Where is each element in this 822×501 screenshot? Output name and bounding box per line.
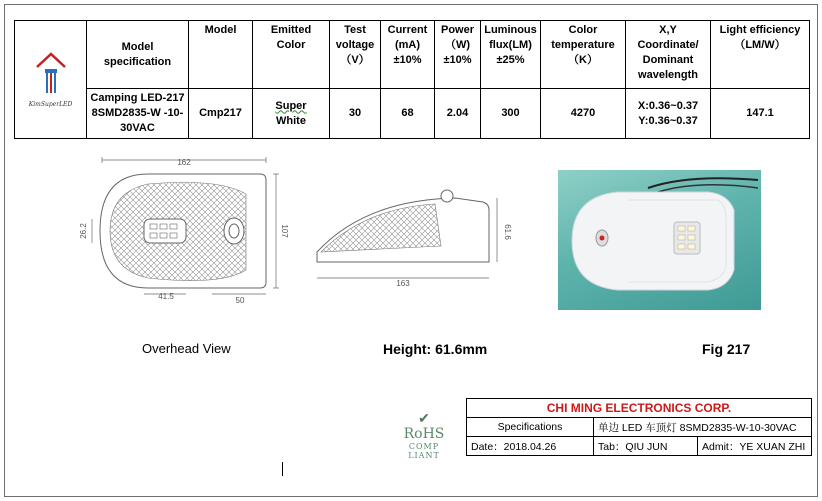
cell-model-spec: Camping LED-217 8SMD2835-W -10-30VAC (87, 89, 189, 139)
admit-field: Admit：YE XUAN ZHI (698, 437, 812, 456)
dim-height: 107 (280, 224, 289, 238)
logo-brand-text: KimSuperLED (28, 101, 73, 108)
specifications-label: Specifications (467, 418, 594, 437)
dim-width: 162 (177, 158, 191, 167)
cell-xy-coordinate: X:0.36~0.37 Y:0.36~0.37 (626, 89, 711, 139)
cell-luminous-flux: 300 (481, 89, 541, 139)
dim-switch-offset: 50 (235, 296, 245, 305)
caption-height: Height: 61.6mm (383, 341, 488, 357)
header-emitted-color: Emitted Color (253, 21, 330, 89)
rohs-label: RoHS (403, 426, 445, 442)
dim-lens-offset: 41.5 (158, 292, 174, 301)
cell-test-voltage: 30 (330, 89, 381, 139)
company-name: CHI MING ELECTRONICS CORP. (467, 399, 812, 418)
side-view-drawing (305, 180, 515, 295)
logo-cell (15, 21, 87, 139)
product-photo-image (558, 170, 761, 310)
date-field: Date：2018.04.26 (467, 437, 594, 456)
tab-field: Tab：QIU JUN (594, 437, 698, 456)
header-power: Power （W) ±10% (435, 21, 481, 89)
cell-color-temperature: 4270 (541, 89, 626, 139)
dim-side-length: 163 (396, 279, 410, 288)
header-test-voltage: Test voltage （V） (330, 21, 381, 89)
header-xy-coordinate: X,Y Coordinate/ Dominant wavelength (626, 21, 711, 89)
spec-description: 单边 LED 车顶灯 8SMD2835-W-10-30VAC (594, 418, 812, 437)
rohs-mark (396, 412, 452, 460)
text-cursor (282, 462, 283, 476)
spec-table (14, 20, 810, 139)
dim-side-height: 61.6 (503, 224, 512, 240)
cell-current: 68 (381, 89, 435, 139)
header-model: Model (189, 21, 253, 89)
rohs-check-icon: ✔ (418, 411, 430, 427)
rohs-compliant-label: COMP LIANT (408, 442, 440, 460)
title-block (466, 398, 812, 456)
cell-power: 2.04 (435, 89, 481, 139)
dim-lens-height: 26.2 (79, 223, 88, 239)
header-model-spec: Model specification (87, 21, 189, 89)
header-color-temperature: Color temperature （K） (541, 21, 626, 89)
cell-model: Cmp217 (189, 89, 253, 139)
header-light-efficiency: Light efficiency （LM/W） (711, 21, 810, 89)
header-current: Current (mA) ±10% (381, 21, 435, 89)
cell-light-efficiency: 147.1 (711, 89, 810, 139)
overhead-view-drawing (70, 152, 290, 307)
caption-fig: Fig 217 (702, 341, 751, 357)
spec-header-row (15, 21, 810, 89)
product-photo (558, 170, 761, 310)
cell-emitted-color: Super White (253, 89, 330, 139)
header-luminous-flux: Luminous flux(LM) ±25% (481, 21, 541, 89)
caption-overhead-view: Overhead View (142, 341, 231, 356)
spec-data-row (15, 89, 810, 139)
house-logo-icon (31, 47, 71, 97)
